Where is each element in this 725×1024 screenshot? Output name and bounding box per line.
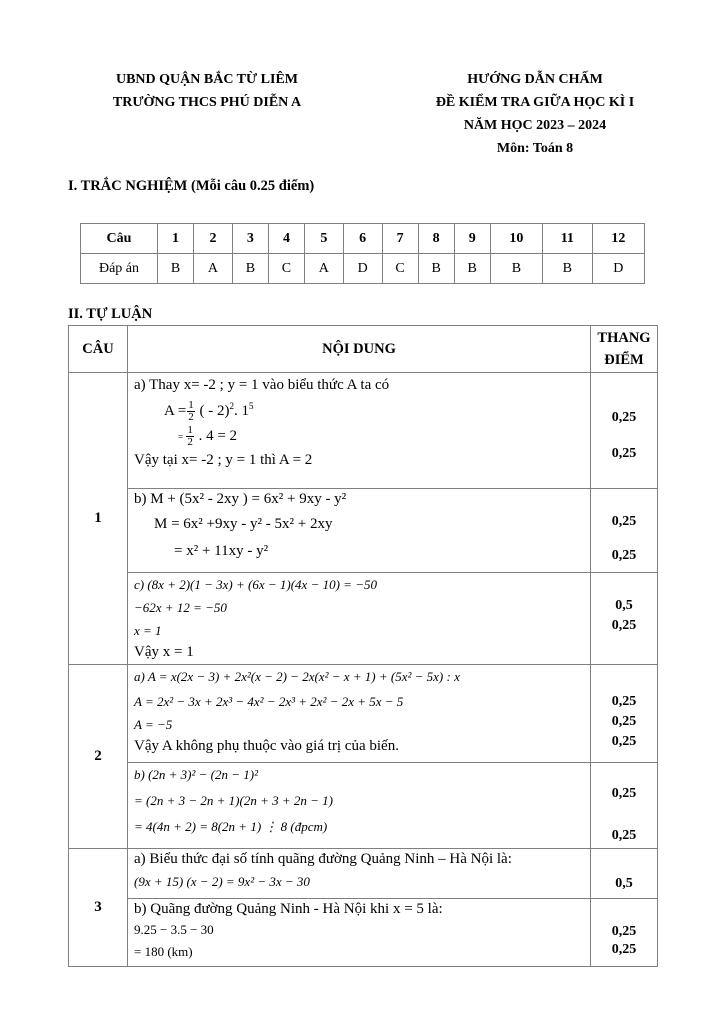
q1a-l2-mid: . 1 <box>233 402 249 419</box>
answer-cell: A <box>304 254 343 284</box>
q1b-content <box>128 489 591 573</box>
q3b-line-2: 9.25 − 3.5 − 30 <box>134 922 214 937</box>
header-diem: ĐIỂM <box>604 352 644 368</box>
question-cell: 12 <box>592 224 644 254</box>
header-row <box>69 326 658 373</box>
q3a-content <box>128 849 591 899</box>
score: 0,25 <box>611 548 637 563</box>
q1a-line-2 <box>134 400 584 423</box>
district-name: UBND QUẬN BẮC TỪ LIÊM <box>115 72 298 87</box>
q1a-line-1: a) Thay x= -2 ; y = 1 vào biểu thức A ta có <box>134 377 390 393</box>
score: 0,25 <box>611 618 637 633</box>
score: 0,25 <box>611 410 637 425</box>
q1c-content <box>128 573 591 665</box>
table-row <box>69 489 658 573</box>
answer-cell: C <box>268 254 304 284</box>
question-cell: 8 <box>418 224 454 254</box>
table-row <box>69 573 658 665</box>
score: 0,5 <box>615 598 633 613</box>
header-thang-diem <box>591 326 658 373</box>
q2a-content <box>128 665 591 763</box>
question-row <box>81 224 645 254</box>
q1b-line-3: = x² + 11xy - y² <box>174 543 269 559</box>
row-label-dap-an: Đáp án <box>81 254 158 284</box>
score: 0,25 <box>611 694 637 709</box>
q3b-content <box>128 899 591 967</box>
answer-cell: B <box>543 254 593 284</box>
school-name: TRƯỜNG THCS PHÚ DIỄN A <box>112 95 302 110</box>
row-label-cau: Câu <box>81 224 158 254</box>
score: 0,25 <box>611 446 637 461</box>
q3a-line-1: a) Biểu thức đại số tính quãng đường Quảng Ninh – Hà Nội là: <box>134 851 512 867</box>
q3b-line-1: b) Quãng đường Quảng Ninh - Hà Nội khi x = 5 là: <box>134 901 443 917</box>
subject: Môn: Toán 8 <box>496 141 574 156</box>
question-cell: 4 <box>268 224 304 254</box>
table-row <box>69 665 658 763</box>
question-cell: 6 <box>343 224 382 254</box>
question-cell: 2 <box>194 224 233 254</box>
question-cell: 11 <box>543 224 593 254</box>
q1a-line-3 <box>134 425 584 448</box>
fraction <box>187 400 195 423</box>
question-cell: 3 <box>232 224 268 254</box>
table-row <box>69 849 658 899</box>
question-number: 1 <box>69 373 128 665</box>
question-cell: 10 <box>490 224 542 254</box>
q1a-l3-pre: = <box>178 431 186 442</box>
exam-name: ĐỀ KIỂM TRA GIỮA HỌC KÌ I <box>435 95 635 110</box>
q1a-content <box>128 373 591 489</box>
q3a-line-2: (9x + 15) (x − 2) = 9x² − 3x − 30 <box>134 874 310 889</box>
answer-cell: C <box>382 254 418 284</box>
q2b-line-1: b) (2n + 3)² − (2n − 1)² <box>134 767 259 782</box>
question-cell: 5 <box>304 224 343 254</box>
doc-title: HƯỚNG DẪN CHẤM <box>467 72 603 87</box>
q1c-score <box>591 573 658 665</box>
q1a-l2-sup1: 2 <box>229 400 234 411</box>
score: 0,25 <box>611 734 637 749</box>
q2a-line-4: Vậy A không phụ thuộc vào giá trị của biến. <box>134 738 399 754</box>
answer-cell: D <box>592 254 644 284</box>
doc-header <box>390 68 680 160</box>
q1a-line-4: Vậy tại x= -2 ; y = 1 thì A = 2 <box>134 452 313 468</box>
section-2-title: II. TỰ LUẬN <box>68 306 153 322</box>
score: 0,25 <box>611 786 637 801</box>
score: 0,25 <box>611 714 637 729</box>
score: 0,25 <box>611 942 637 957</box>
q1b-line-1: b) M + (5x² - 2xy ) = 6x² + 9xy - y² <box>134 491 347 507</box>
school-header <box>62 68 352 114</box>
q2a-line-2: A = 2x² − 3x + 2x³ − 4x² − 2x³ + 2x² − 2x + 5x − 5 <box>134 694 404 709</box>
question-cell: 1 <box>158 224 194 254</box>
q1a-l2-pre: A = <box>164 402 187 419</box>
question-cell: 9 <box>454 224 490 254</box>
table-row <box>69 899 658 967</box>
section-1-title: I. TRẮC NGHIỆM (Mỗi câu 0.25 điểm) <box>68 178 315 194</box>
q2b-line-2: = (2n + 3 − 2n + 1)(2n + 3 + 2n − 1) <box>134 793 333 808</box>
score: 0,5 <box>615 876 633 891</box>
table-row <box>69 373 658 489</box>
answer-cell: B <box>454 254 490 284</box>
q2a-line-1: a) A = x(2x − 3) + 2x²(x − 2) − 2x(x² − x + 1) + (5x² − 5x) : x <box>134 669 460 684</box>
header-thang: THANG <box>597 330 651 346</box>
header-cau: CÂU <box>69 326 128 373</box>
q2a-line-3: A = −5 <box>134 717 173 732</box>
answer-row <box>81 254 645 284</box>
q1c-line-3: x = 1 <box>134 623 162 638</box>
answer-cell: B <box>490 254 542 284</box>
fraction-den: 2 <box>187 436 193 448</box>
q3a-score <box>591 849 658 899</box>
q2a-score <box>591 665 658 763</box>
answer-cell: B <box>158 254 194 284</box>
q1c-line-2: −62x + 12 = −50 <box>134 600 227 615</box>
essay-grading-table <box>68 325 658 967</box>
table-row <box>69 763 658 849</box>
school-year: NĂM HỌC 2023 – 2024 <box>463 118 607 133</box>
q1c-line-1: c) (8x + 2)(1 − 3x) + (6x − 1)(4x − 10) = −50 <box>134 577 377 592</box>
question-cell: 7 <box>382 224 418 254</box>
fraction <box>186 425 194 448</box>
q3b-line-3: = 180 (km) <box>134 944 193 959</box>
question-number: 3 <box>69 849 128 967</box>
answer-cell: B <box>418 254 454 284</box>
header-noi-dung: NỘI DUNG <box>128 326 591 373</box>
q2b-line-3: = 4(4n + 2) = 8(2n + 1) ⋮ 8 (đpcm) <box>134 819 328 834</box>
q2b-score <box>591 763 658 849</box>
q1a-l2-sup2: 5 <box>248 400 254 411</box>
q1c-line-4: Vậy x = 1 <box>134 644 194 660</box>
q1a-score <box>591 373 658 489</box>
question-number: 2 <box>69 665 128 849</box>
fraction-den: 2 <box>188 411 194 423</box>
score: 0,25 <box>611 924 637 939</box>
q1b-line-2: M = 6x² +9xy - y² - 5x² + 2xy <box>154 516 333 532</box>
score: 0,25 <box>611 828 637 843</box>
q2b-content <box>128 763 591 849</box>
answer-cell: B <box>232 254 268 284</box>
answer-key-table <box>80 223 645 284</box>
fraction-num: 1 <box>187 424 193 436</box>
answer-cell: D <box>343 254 382 284</box>
q1a-l3-post: . 4 = 2 <box>194 427 238 444</box>
q3b-score <box>591 899 658 967</box>
answer-cell: A <box>194 254 233 284</box>
q1b-score <box>591 489 658 573</box>
fraction-num: 1 <box>188 399 194 411</box>
score: 0,25 <box>611 514 637 529</box>
q1a-l2-post: ( - 2) <box>195 402 230 419</box>
